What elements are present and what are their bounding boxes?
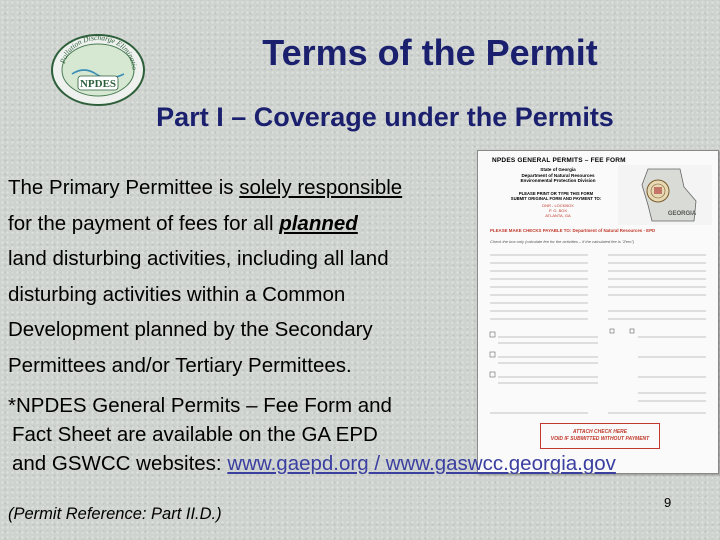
body-line-1 [8, 170, 468, 206]
body-line-2-text: for the payment of fees for all [8, 211, 280, 235]
logo-ring-text: Pollution Discharge Eliminatio [57, 32, 140, 71]
body-line-5: Development planned by the Secondary [8, 318, 373, 341]
page-subtitle: Part I – Coverage under the Permits [156, 102, 614, 132]
body-line-6: Permittees and/or Tertiary Permittees. [8, 353, 352, 377]
fee-form-print-instructions [496, 191, 616, 201]
fee-form-agency-line: State of Georgia [540, 167, 576, 172]
npdes-logo-icon [46, 30, 150, 108]
link-separator: / [368, 452, 386, 475]
fee-form-code-line: Check the box only (calculate fee for the activities – if the calculated fee is "Zero") [490, 239, 635, 244]
fee-form-agency [508, 167, 608, 184]
body-line-3: land disturbing activities, including all land [8, 247, 389, 270]
georgia-map-icon [618, 165, 712, 225]
fee-form-header: NPDES GENERAL PERMITS – FEE FORM [492, 157, 626, 164]
emphasis-solely-responsible: solely responsible [239, 176, 403, 199]
fee-form-payable: PLEASE MAKE CHECKS PAYABLE TO: Department of Natural Resources - EPD [490, 228, 656, 233]
fee-form-stamp-line: VOID IF SUBMITTED WITHOUT PAYMENT [550, 436, 650, 442]
emphasis-planned: planned [279, 211, 358, 235]
body-line-2 [8, 206, 468, 242]
note-line-1: *NPDES General Permits – Fee Form and [8, 394, 392, 417]
fee-form-address-line: DNR - LOCKBOX [542, 203, 574, 208]
note-line-3-text: and GSWCC websites: [12, 452, 228, 475]
fee-form-address-line: ATLANTA, GA [545, 212, 571, 218]
availability-note [8, 391, 698, 478]
link-gaepd[interactable]: www.gaepd.org [227, 452, 369, 475]
note-line-2: Fact Sheet are available on the GA EPD [12, 423, 378, 446]
page-title: Terms of the Permit [262, 32, 598, 73]
body-line-1-text: The Primary Permittee is [8, 176, 240, 199]
fee-form-stamp-line: ATTACH CHECK HERE [572, 429, 628, 435]
body-paragraph [8, 170, 468, 383]
page-number: 9 [664, 495, 672, 510]
logo-text: NPDES [79, 78, 117, 90]
link-gaswcc[interactable]: www.gaswcc.georgia.gov [385, 452, 616, 475]
fee-form-agency-line: Environmental Protection Division [520, 178, 596, 184]
body-line-4: disturbing activities within a Common [8, 282, 346, 306]
fee-form-print-line: PLEASE PRINT OR TYPE THIS FORM [518, 191, 594, 196]
fee-form-print-line: SUBMIT ORIGINAL FORM AND PAYMENT TO: [510, 196, 602, 201]
fee-form-agency-line: Department of Natural Resources [521, 172, 595, 178]
fee-form-address-line: P. O. BOX [548, 207, 568, 213]
fee-form-address [508, 204, 608, 218]
permit-reference: (Permit Reference: Part II.D.) [8, 505, 222, 523]
note-line-3 [8, 449, 698, 478]
fee-form-map-label: GEORGIA [667, 211, 697, 217]
